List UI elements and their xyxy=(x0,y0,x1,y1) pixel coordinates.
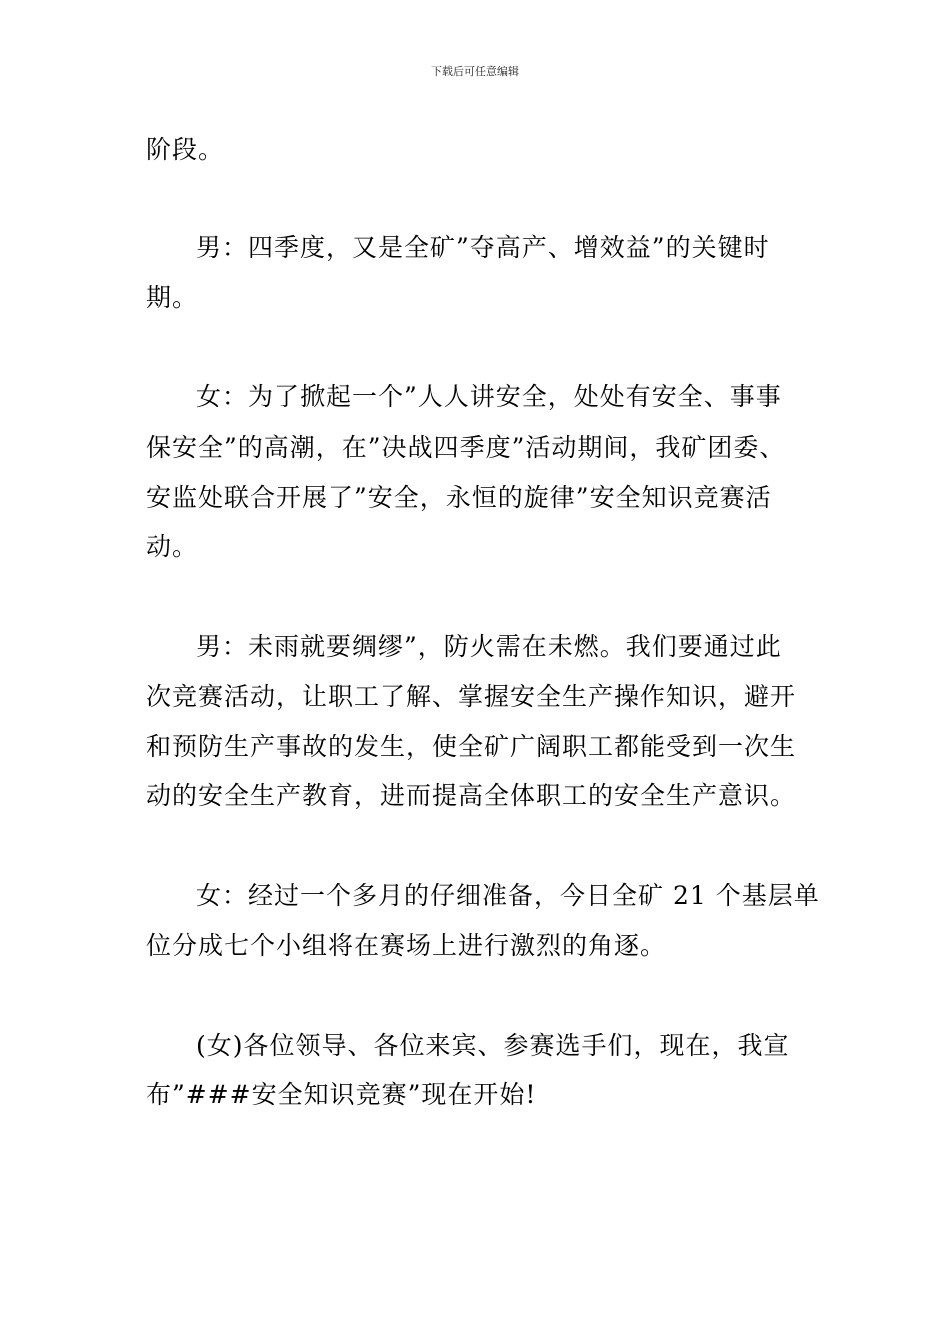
text-line: 阶段。 xyxy=(146,135,225,164)
text-line: 位分成七个小组将在赛场上进行激烈的角逐。 xyxy=(146,931,667,960)
text-line: 期。 xyxy=(146,283,199,312)
text-line: 动。 xyxy=(146,532,199,561)
text-line: 女：为了掀起一个”人人讲安全，处处有安全、事事 xyxy=(196,382,782,411)
text-line: 男：四季度，又是全矿”夺高产、增效益”的关键时 xyxy=(196,233,770,262)
page-header-note: 下载后可任意编辑 xyxy=(431,65,519,78)
text-line: 布”###安全知识竞赛”现在开始! xyxy=(146,1080,537,1109)
text-line: 女：经过一个多月的仔细准备，今日全矿 21 个基层单 xyxy=(196,881,820,910)
text-line: 安监处联合开展了”安全，永恒的旋律”安全知识竞赛活 xyxy=(146,483,772,512)
text-line: (女)各位领导、各位来宾、参赛选手们，现在，我宣 xyxy=(196,1031,790,1060)
text-line: 男：未雨就要绸缪”，防火需在未燃。我们要通过此 xyxy=(196,632,782,661)
text-line: 次竞赛活动，让职工了解、掌握安全生产操作知识，避开 xyxy=(146,682,797,711)
text-line: 和预防生产事故的发生，使全矿广阔职工都能受到一次生 xyxy=(146,732,797,761)
text-line: 动的安全生产教育，进而提高全体职工的安全生产意识。 xyxy=(146,781,797,810)
text-line: 保安全”的高潮，在”决战四季度”活动期间，我矿团委、 xyxy=(146,433,786,462)
